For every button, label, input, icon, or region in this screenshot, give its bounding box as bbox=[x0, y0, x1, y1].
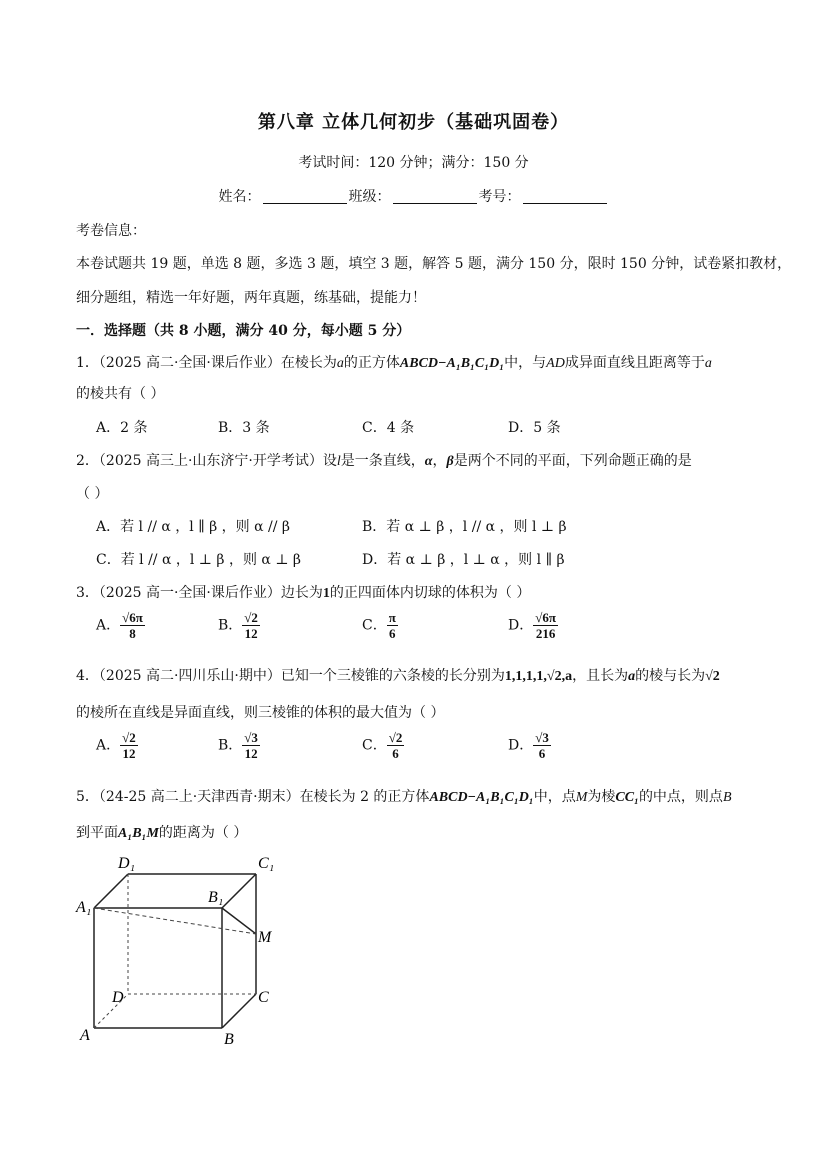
q4-text: ，且长为 bbox=[572, 668, 629, 684]
q4-var-a: a bbox=[628, 669, 636, 684]
option-label: A． bbox=[96, 737, 121, 754]
segment-b1m bbox=[222, 908, 256, 934]
section-heading: 一．选择题（共 8 小题，满分 40 分，每小题 5 分） bbox=[76, 323, 411, 339]
q3-option-d[interactable] bbox=[508, 610, 558, 641]
name-label: 姓名： bbox=[218, 189, 261, 205]
student-info-row bbox=[0, 186, 827, 206]
q1-text: 的正方体 bbox=[343, 355, 400, 371]
denominator: 12 bbox=[122, 746, 136, 761]
q3-suffix: 的正四面体内切球的体积为（ ） bbox=[329, 585, 531, 601]
numerator: √6π bbox=[122, 610, 143, 625]
q1-prefix: 1．（2025 高二·全国·课后作业）在棱长为 bbox=[76, 355, 337, 371]
q4-prefix: 4．（2025 高二·四川乐山·期中）已知一个三棱锥的六条棱的长分别为 bbox=[76, 668, 505, 684]
question-4-line-1 bbox=[76, 665, 720, 685]
option-label: D． bbox=[508, 617, 534, 634]
label-a: A bbox=[80, 1027, 90, 1044]
question-1-line-1 bbox=[76, 352, 712, 372]
fraction bbox=[120, 610, 145, 641]
q4-option-a[interactable] bbox=[96, 730, 138, 761]
q2-option-b[interactable]: B．若 α ⊥ β ，l // α ，则 l ⊥ β bbox=[362, 519, 567, 535]
question-1-line-2: 的棱共有（ ） bbox=[76, 386, 165, 402]
label-c1: C₁ bbox=[258, 855, 275, 872]
fraction bbox=[533, 610, 558, 641]
fraction bbox=[242, 730, 260, 761]
q5-text: 为棱 bbox=[587, 789, 616, 805]
denominator: 6 bbox=[389, 626, 396, 641]
info-line-2: 细分题组，精选一年好题，两年真题，练基础，提能力！ bbox=[76, 290, 426, 306]
label-b: B bbox=[224, 1031, 234, 1048]
q5-text: 中，点 bbox=[533, 789, 576, 805]
option-label: D． bbox=[508, 737, 534, 754]
denominator: 6 bbox=[392, 746, 399, 761]
exam-time-info: 考试时间：120 分钟；满分：150 分 bbox=[298, 155, 529, 171]
numerator: √6π bbox=[535, 610, 556, 625]
question-4-line-2: 的棱所在直线是异面直线，则三棱锥的体积的最大值为（ ） bbox=[76, 705, 445, 721]
option-label: B． bbox=[218, 737, 243, 754]
number-blank[interactable] bbox=[523, 189, 607, 204]
edge-bc bbox=[222, 994, 256, 1028]
q4-option-b[interactable] bbox=[218, 730, 260, 761]
q3-prefix: 3．（2025 高一·全国·课后作业）边长为 bbox=[76, 585, 323, 601]
q5-cube: ABCD−A₁B₁C₁D₁ bbox=[429, 790, 534, 805]
denominator: 12 bbox=[244, 746, 258, 761]
q4-text: 的棱与长为 bbox=[635, 668, 706, 684]
option-label: A． bbox=[96, 617, 121, 634]
q1-option-d[interactable]: D．5 条 bbox=[508, 420, 561, 436]
q1-cube: ABCD−A₁B₁C₁D₁ bbox=[399, 356, 505, 371]
q5-point-m: M bbox=[575, 790, 588, 805]
q2-text: 是两个不同的平面，下列命题正确的是 bbox=[453, 453, 692, 469]
edge-b1c1 bbox=[222, 874, 256, 908]
fraction bbox=[387, 730, 405, 761]
question-5-line-2 bbox=[76, 822, 247, 842]
q2-option-c[interactable]: C．若 l // α ，l ⊥ β ，则 α ⊥ β bbox=[96, 552, 302, 568]
segment-a1m bbox=[94, 908, 256, 934]
numerator: √2 bbox=[122, 730, 136, 745]
q2-option-a[interactable]: A．若 l // α ，l ∥ β ，则 α // β bbox=[96, 519, 290, 535]
q3-edge-length: 1 bbox=[322, 586, 330, 601]
q5-edge-cc1: CC₁ bbox=[615, 790, 639, 805]
q2-var-alpha: α bbox=[424, 454, 433, 469]
numerator: √3 bbox=[535, 730, 549, 745]
q5-text: 的中点，则点 bbox=[638, 789, 723, 805]
q4-lengths: 1,1,1,1,√2,a bbox=[504, 669, 573, 684]
label-a1: A₁ bbox=[76, 899, 92, 916]
q1-text: 成异面直线且距离等于 bbox=[564, 355, 705, 371]
label-d1: D₁ bbox=[118, 855, 136, 872]
numerator: √3 bbox=[244, 730, 258, 745]
q4-option-d[interactable] bbox=[508, 730, 551, 761]
q4-sqrt2: √2 bbox=[705, 669, 720, 684]
q4-option-c[interactable] bbox=[362, 730, 404, 761]
q1-var-a: a bbox=[704, 356, 712, 371]
denominator: 6 bbox=[538, 746, 546, 761]
denominator: 12 bbox=[244, 626, 258, 641]
q1-var-a: a bbox=[336, 356, 344, 371]
question-5-line-1 bbox=[76, 786, 732, 806]
class-label: 班级： bbox=[348, 189, 391, 205]
numerator: √2 bbox=[388, 730, 403, 745]
q5-plane: A₁B₁M bbox=[118, 826, 159, 841]
question-2-line-1 bbox=[76, 450, 692, 470]
label-b1: B₁ bbox=[208, 889, 224, 906]
q2-option-d[interactable]: D．若 α ⊥ β ，l ⊥ α ，则 l ∥ β bbox=[362, 552, 565, 568]
label-d: D bbox=[112, 989, 124, 1006]
q3-option-a[interactable] bbox=[96, 610, 145, 641]
info-heading: 考卷信息： bbox=[76, 223, 146, 239]
q1-option-c[interactable]: C．4 条 bbox=[362, 420, 415, 436]
q5-point-b: B bbox=[722, 790, 732, 805]
option-label: C． bbox=[362, 617, 387, 634]
q2-text: ， bbox=[432, 453, 447, 469]
option-label: C． bbox=[362, 737, 387, 754]
name-blank[interactable] bbox=[263, 189, 347, 204]
q1-option-b[interactable]: B．3 条 bbox=[218, 420, 270, 436]
numerator: π bbox=[388, 610, 396, 625]
exam-title: 第八章 立体几何初步（基础巩固卷） bbox=[257, 112, 570, 133]
number-label: 考号： bbox=[478, 189, 521, 205]
q1-text: 中，与 bbox=[504, 355, 547, 371]
q3-option-b[interactable] bbox=[218, 610, 260, 641]
label-m: M bbox=[258, 929, 272, 946]
edge-a1d1 bbox=[94, 874, 128, 908]
class-blank[interactable] bbox=[393, 189, 477, 204]
q2-var-l: l bbox=[336, 454, 341, 469]
info-line-1: 本卷试题共 19 题，单选 8 题，多选 3 题，填空 3 题，解答 5 题，满分 150 分，限时 150 分钟，试卷紧扣教材， bbox=[76, 256, 792, 272]
q5-prefix: 5．（24-25 高二上·天津西青·期末）在棱长为 2 的正方体 bbox=[76, 789, 430, 805]
fraction bbox=[533, 730, 551, 761]
label-c: C bbox=[258, 989, 269, 1006]
q2-text: 是一条直线， bbox=[340, 453, 425, 469]
q5-text: 到平面 bbox=[76, 825, 118, 841]
numerator: √2 bbox=[244, 610, 258, 625]
q1-edge-ad: AD bbox=[546, 356, 565, 371]
question-3-line-1 bbox=[76, 582, 530, 602]
option-label: B． bbox=[218, 617, 243, 634]
q2-prefix: 2．（2025 高三上·山东济宁·开学考试）设 bbox=[76, 453, 337, 469]
q2-var-beta: β bbox=[446, 454, 454, 469]
q3-option-c[interactable] bbox=[362, 610, 398, 641]
denominator: 8 bbox=[129, 626, 136, 641]
fraction bbox=[242, 610, 260, 641]
q1-option-a[interactable]: A．2 条 bbox=[96, 420, 148, 436]
fraction bbox=[387, 610, 398, 641]
question-2-line-2: （ ） bbox=[76, 486, 109, 502]
denominator: 216 bbox=[535, 626, 556, 641]
fraction bbox=[120, 730, 138, 761]
q5-text: 的距离为（ ） bbox=[158, 825, 248, 841]
cube-figure bbox=[72, 852, 292, 1048]
